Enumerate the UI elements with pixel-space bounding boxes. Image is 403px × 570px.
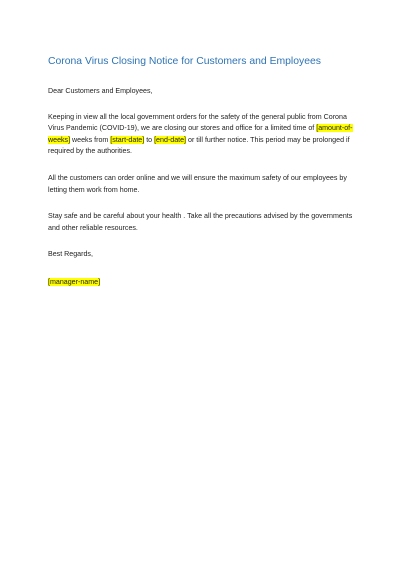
paragraph-text: or till further notice. This period may be prolonged if required by the authorities. bbox=[48, 135, 350, 156]
document-body bbox=[48, 56, 358, 289]
paragraph-text: weeks from bbox=[70, 135, 111, 144]
salutation: Dear Customers and Employees, bbox=[48, 87, 153, 95]
end-date-placeholder: [end-date] bbox=[154, 135, 187, 144]
signature-line bbox=[48, 277, 358, 289]
paragraph-stay-safe: Stay safe and be careful about your health . Take all the precautions advised by the governments and other reliable resources. bbox=[48, 212, 353, 232]
paragraph-online-orders: All the customers can order online and we will ensure the maximum safety of our employees by letting them work from home. bbox=[48, 173, 347, 194]
start-date-placeholder: [start-date] bbox=[110, 135, 145, 144]
paragraph-text: to bbox=[144, 135, 155, 144]
paragraph-closure-details bbox=[48, 112, 358, 158]
document-title: Corona Virus Closing Notice for Customers and Employees bbox=[48, 56, 321, 67]
closing-line: Best Regards, bbox=[48, 250, 93, 259]
amount-of-weeks-placeholder: [amount-of-weeks] bbox=[48, 124, 353, 144]
manager-name-placeholder: [manager-name] bbox=[48, 277, 101, 286]
paragraph-text: Keeping in view all the local government orders for the safety of the general public from Corona Virus Pandemic (COVID-19), we are closing our stores and office for a limited time of bbox=[48, 112, 347, 133]
